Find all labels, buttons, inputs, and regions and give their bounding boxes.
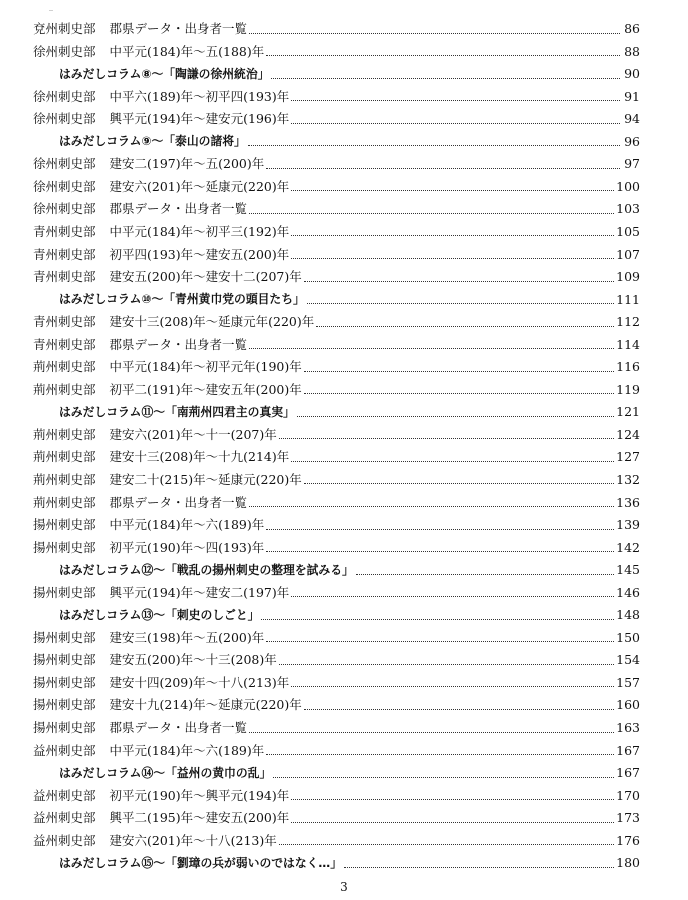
dot-leader xyxy=(304,393,614,394)
dot-leader xyxy=(266,641,614,642)
column-title: ～「戦乱の揚州刺史の整理を試みる」 xyxy=(153,562,354,577)
page-ref: 160 xyxy=(616,697,640,713)
region-name: 徐州刺史部 xyxy=(33,111,96,127)
region-name: 徐州刺史部 xyxy=(33,156,96,172)
region-name: 荊州刺史部 xyxy=(33,494,96,510)
dot-leader xyxy=(266,168,620,169)
column-number: はみだしコラム⑨ xyxy=(59,134,152,149)
toc-entry-label xyxy=(33,203,247,216)
column-number: はみだしコラム⑭ xyxy=(59,765,154,780)
region-name: 徐州刺史部 xyxy=(33,201,96,217)
page-ref: 132 xyxy=(616,471,640,487)
toc-entry[interactable] xyxy=(33,81,640,104)
dot-leader xyxy=(307,303,614,304)
toc-entry[interactable] xyxy=(33,441,640,464)
toc-entry[interactable] xyxy=(33,193,640,216)
toc-entry[interactable] xyxy=(33,509,640,532)
dot-leader xyxy=(249,732,614,733)
page-ref: 145 xyxy=(616,562,640,578)
page-ref: 100 xyxy=(616,178,640,194)
toc-entry-label xyxy=(33,381,302,397)
section-title: 建安十三(208)年～延康元年(220)年 xyxy=(109,314,315,330)
region-name: 徐州刺史部 xyxy=(33,178,96,194)
section-title: 中平元(184)年～六(189)年 xyxy=(109,742,265,758)
toc-entry-label xyxy=(33,246,290,262)
column-number: はみだしコラム⑬ xyxy=(59,607,154,622)
section-title: 建安六(201)年～延康元(220)年 xyxy=(109,178,290,194)
toc-entry-label xyxy=(33,722,247,735)
page-ref: 167 xyxy=(616,765,640,781)
column-title: ～「陶謙の徐州統治」 xyxy=(151,66,270,81)
toc-entry-label xyxy=(33,629,265,645)
region-name: 荊州刺史部 xyxy=(33,449,96,465)
toc-entry[interactable] xyxy=(33,148,640,171)
column-title: ～「泰山の諸将」 xyxy=(151,134,246,149)
toc-column-entry[interactable] xyxy=(33,396,640,419)
dot-leader xyxy=(266,55,620,56)
page-ref: 167 xyxy=(616,742,640,758)
toc-entry-label xyxy=(33,787,290,803)
toc-entry-label xyxy=(33,361,302,374)
column-number: はみだしコラム⑧ xyxy=(59,66,152,81)
toc-entry[interactable] xyxy=(33,802,640,825)
section-title: 建安二十(215)年～延康元(220)年 xyxy=(109,471,302,487)
toc-entry-label xyxy=(33,451,289,464)
page-ref: 146 xyxy=(616,584,640,600)
toc-entry-label xyxy=(33,562,354,577)
toc-entry[interactable] xyxy=(33,622,640,645)
page-ref: 173 xyxy=(616,810,640,826)
section-title: 建安十四(209)年～十八(213)年 xyxy=(109,674,290,690)
dot-leader xyxy=(266,551,614,552)
dot-leader xyxy=(266,529,614,530)
page-ref: 180 xyxy=(616,855,640,871)
dot-leader xyxy=(261,619,614,620)
region-name: 荊州刺史部 xyxy=(33,426,96,442)
page-ref: 116 xyxy=(616,359,640,375)
region-name: 揚州刺史部 xyxy=(33,674,96,690)
page-ref: 150 xyxy=(616,629,640,645)
region-name: 益州刺史部 xyxy=(33,742,96,758)
toc-entry-label xyxy=(33,812,289,825)
toc-entry[interactable] xyxy=(33,329,640,352)
toc-column-entry[interactable] xyxy=(33,554,640,577)
page-ref: 142 xyxy=(616,539,640,555)
dot-leader xyxy=(249,348,614,349)
region-name: 徐州刺史部 xyxy=(33,88,96,104)
toc-entry[interactable] xyxy=(33,103,640,126)
dot-leader xyxy=(291,461,614,462)
page-ref: 148 xyxy=(616,607,640,623)
page-ref: 112 xyxy=(616,314,640,330)
toc-entry-label xyxy=(33,539,265,555)
page-ref: 107 xyxy=(616,246,640,262)
dot-leader xyxy=(316,326,614,327)
toc-entry[interactable] xyxy=(33,464,640,487)
toc-entry-label xyxy=(33,607,260,622)
region-name: 青州刺史部 xyxy=(33,336,96,352)
dot-leader xyxy=(249,506,614,507)
toc-entry[interactable] xyxy=(33,351,640,374)
section-title: 建安二(197)年～五(200)年 xyxy=(109,156,265,172)
toc-entry-label xyxy=(33,519,264,532)
dot-leader xyxy=(271,78,620,79)
toc-entry[interactable] xyxy=(33,735,640,758)
page-ref: 96 xyxy=(624,133,640,149)
dot-leader xyxy=(291,235,614,236)
dot-leader xyxy=(356,574,614,575)
toc-entry[interactable] xyxy=(33,238,640,261)
column-number: はみだしコラム⑫ xyxy=(59,562,154,577)
toc-entry[interactable] xyxy=(33,667,640,690)
toc-entry[interactable] xyxy=(33,306,640,329)
dot-leader xyxy=(291,123,620,124)
column-number: はみだしコラム⑮ xyxy=(59,855,154,870)
region-name: 揚州刺史部 xyxy=(33,652,96,668)
toc-entry-label xyxy=(33,336,248,352)
region-name: 荊州刺史部 xyxy=(33,359,96,375)
toc-entry-label xyxy=(33,699,302,712)
dot-leader xyxy=(279,844,614,845)
section-title: 初平元(190)年～四(193)年 xyxy=(109,539,265,555)
region-name: 青州刺史部 xyxy=(33,314,96,330)
toc-entry-label xyxy=(33,294,305,306)
toc-entry[interactable] xyxy=(33,261,640,284)
toc-entry-label xyxy=(33,178,290,194)
page-ref: 97 xyxy=(624,156,640,172)
toc-column-entry[interactable] xyxy=(33,847,640,870)
toc-entry-label xyxy=(33,158,264,171)
section-title: 郡県データ・出身者一覧 xyxy=(109,201,248,217)
section-title: 中平元(184)年～五(188)年 xyxy=(109,43,265,59)
section-title: 建安六(201)年～十一(207)年 xyxy=(109,426,277,442)
page-ref: 139 xyxy=(616,517,640,533)
column-title: ～「劉璋の兵が弱いのではなく…」 xyxy=(153,855,343,870)
region-name: 益州刺史部 xyxy=(33,832,96,848)
page-ref: 86 xyxy=(624,21,640,37)
page-ref: 154 xyxy=(616,652,640,668)
section-title: 中平元(184)年～初平元年(190)年 xyxy=(109,359,302,375)
page-ref: 105 xyxy=(616,223,640,239)
toc-entry-label xyxy=(33,832,277,848)
section-title: 興平元(194)年～建安二(197)年 xyxy=(109,584,290,600)
toc-entry[interactable] xyxy=(33,532,640,555)
page-number: 3 xyxy=(340,880,348,894)
toc-entry[interactable] xyxy=(33,216,640,239)
page-ref: 111 xyxy=(616,291,640,307)
section-title: 初平二(191)年～建安五年(200)年 xyxy=(109,381,302,397)
toc-entry-label xyxy=(33,43,265,59)
dot-leader xyxy=(249,213,614,214)
region-name: 徐州刺史部 xyxy=(33,43,96,59)
toc-entry[interactable] xyxy=(33,577,640,600)
section-title: 建安十三(208)年～十九(214)年 xyxy=(109,449,290,465)
page-ref: 121 xyxy=(616,404,640,420)
table-of-contents xyxy=(33,13,640,870)
toc-entry-label xyxy=(33,136,246,148)
section-title: 中平元(184)年～初平三(192)年 xyxy=(109,223,290,239)
page-ref: 91 xyxy=(624,88,640,104)
toc-entry[interactable] xyxy=(33,486,640,509)
dot-leader xyxy=(291,258,614,259)
dot-leader xyxy=(291,100,620,101)
section-title: 中平六(189)年～初平四(193)年 xyxy=(109,88,290,104)
dot-leader xyxy=(249,33,620,34)
toc-entry-label xyxy=(33,584,290,600)
section-title: 郡県データ・出身者一覧 xyxy=(109,336,248,352)
toc-column-entry[interactable] xyxy=(33,757,640,780)
toc-column-entry[interactable] xyxy=(33,284,640,307)
column-number: はみだしコラム⑪ xyxy=(59,405,154,420)
toc-entry[interactable] xyxy=(33,13,640,36)
page-ref: 88 xyxy=(624,43,640,59)
dot-leader xyxy=(304,371,614,372)
page-ref: 90 xyxy=(624,66,640,82)
page-ref: 136 xyxy=(616,494,640,510)
page-ref: 127 xyxy=(616,449,640,465)
section-title: 郡県データ・出身者一覧 xyxy=(109,494,248,510)
page-ref: 170 xyxy=(616,787,640,803)
toc-entry-label xyxy=(33,765,272,780)
toc-entry[interactable] xyxy=(33,689,640,712)
page-ref: 119 xyxy=(616,381,640,397)
toc-entry[interactable] xyxy=(33,419,640,442)
dot-leader xyxy=(291,190,614,191)
region-name: 揚州刺史部 xyxy=(33,539,96,555)
page-ref: 157 xyxy=(616,674,640,690)
toc-column-entry[interactable] xyxy=(33,126,640,149)
dot-leader xyxy=(291,822,614,823)
dot-leader xyxy=(304,281,614,282)
toc-entry-label xyxy=(33,407,295,419)
region-name: 兗州刺史部 xyxy=(33,21,96,37)
dot-leader xyxy=(304,483,614,484)
dot-leader xyxy=(273,777,614,778)
dot-leader xyxy=(266,754,614,755)
column-number: はみだしコラム⑩ xyxy=(59,292,152,307)
toc-entry[interactable] xyxy=(33,644,640,667)
region-name: 荊州刺史部 xyxy=(33,471,96,487)
toc-entry[interactable] xyxy=(33,712,640,735)
dot-leader xyxy=(279,438,614,439)
toc-entry[interactable] xyxy=(33,780,640,803)
region-name: 揚州刺史部 xyxy=(33,629,96,645)
toc-column-entry[interactable] xyxy=(33,599,640,622)
page-ref: 163 xyxy=(616,720,640,735)
region-name: 益州刺史部 xyxy=(33,810,96,826)
section-title: 郡県データ・出身者一覧 xyxy=(109,21,248,37)
section-title: 建安三(198)年～五(200)年 xyxy=(109,629,265,645)
region-name: 青州刺史部 xyxy=(33,246,96,262)
dot-leader xyxy=(344,867,614,868)
toc-entry[interactable] xyxy=(33,825,640,848)
toc-entry-label xyxy=(33,223,290,239)
column-title: ～「刺史のしごと」 xyxy=(153,607,260,622)
column-title: ～「青州黄巾党の頭目たち」 xyxy=(151,292,305,307)
toc-entry-label xyxy=(33,494,248,510)
dot-leader xyxy=(291,799,614,800)
toc-entry-label xyxy=(33,271,302,284)
region-name: 揚州刺史部 xyxy=(33,720,96,735)
toc-entry-label xyxy=(33,113,289,126)
section-title: 郡県データ・出身者一覧 xyxy=(109,720,248,735)
region-name: 益州刺史部 xyxy=(33,787,96,803)
toc-entry-label xyxy=(33,855,343,870)
column-title: ～「益州の黄巾の乱」 xyxy=(153,765,272,780)
section-title: 興平二(195)年～建安五(200)年 xyxy=(109,810,290,826)
column-title: ～「南荊州四君主の真実」 xyxy=(153,405,295,420)
toc-entry-label xyxy=(33,66,270,81)
dot-leader xyxy=(279,664,614,665)
toc-entry-label xyxy=(33,23,247,36)
section-title: 初平元(190)年～興平元(194)年 xyxy=(109,787,290,803)
toc-entry-label xyxy=(33,471,302,487)
toc-entry-label xyxy=(33,426,277,442)
section-title: 建安六(201)年～十八(213)年 xyxy=(109,832,277,848)
toc-entry[interactable] xyxy=(33,374,640,397)
section-title: 初平四(193)年～建安五(200)年 xyxy=(109,246,290,262)
page-ref: 176 xyxy=(616,832,640,848)
toc-entry[interactable] xyxy=(33,36,640,59)
dot-leader xyxy=(304,709,614,710)
toc-entry-label xyxy=(33,88,290,104)
section-title: 建安十九(214)年～延康元(220)年 xyxy=(109,697,302,713)
toc-entry-label xyxy=(33,654,277,667)
region-name: 揚州刺史部 xyxy=(33,517,96,533)
section-title: 建安五(200)年～建安十二(207)年 xyxy=(109,269,302,285)
toc-entry[interactable] xyxy=(33,171,640,194)
toc-column-entry[interactable] xyxy=(33,58,640,81)
dot-leader xyxy=(248,145,620,146)
section-title: 中平元(184)年～六(189)年 xyxy=(109,517,265,533)
dot-leader xyxy=(297,416,614,417)
toc-entry-label xyxy=(33,742,265,758)
page-ref: 114 xyxy=(616,336,640,352)
region-name: 青州刺史部 xyxy=(33,223,96,239)
page-ref: 94 xyxy=(624,111,640,127)
scan-mark: ‥ xyxy=(49,6,54,13)
toc-entry-label xyxy=(33,316,314,329)
region-name: 揚州刺史部 xyxy=(33,697,96,713)
page-ref: 109 xyxy=(616,269,640,285)
region-name: 青州刺史部 xyxy=(33,269,96,285)
section-title: 建安五(200)年～十三(208)年 xyxy=(109,652,277,668)
region-name: 荊州刺史部 xyxy=(33,381,96,397)
section-title: 興平元(194)年～建安元(196)年 xyxy=(109,111,290,127)
dot-leader xyxy=(291,596,614,597)
dot-leader xyxy=(291,686,614,687)
page-ref: 124 xyxy=(616,426,640,442)
page-ref: 103 xyxy=(616,201,640,217)
region-name: 揚州刺史部 xyxy=(33,584,96,600)
toc-entry-label xyxy=(33,674,290,690)
